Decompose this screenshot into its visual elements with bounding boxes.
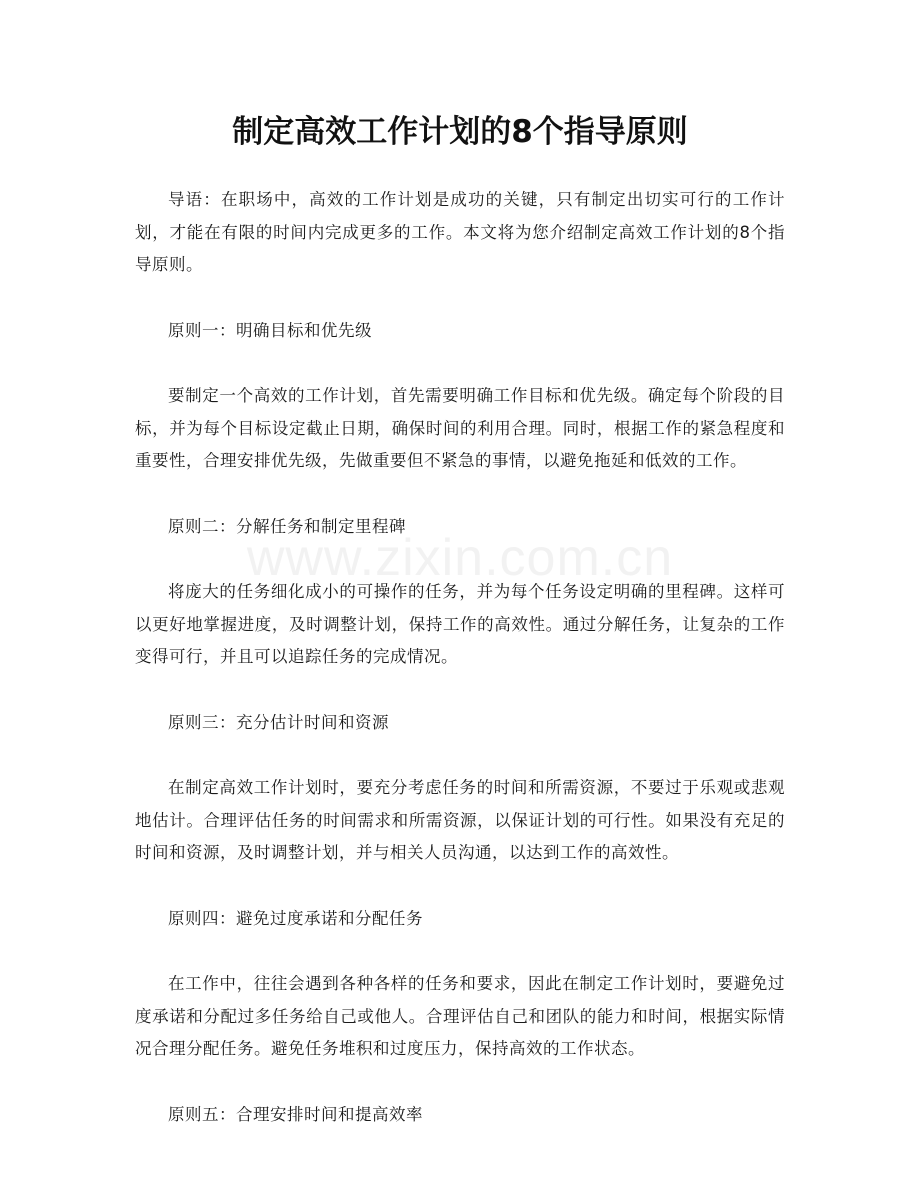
section-body-2: 将庞大的任务细化成小的可操作的任务，并为每个任务设定明确的里程碑。这样可以更好地掌握进度，及时调整计划，保持工作的高效性。通过分解任务，让复杂的工作变得可行，并且可以追踪任务的完成情况。	[135, 582, 785, 666]
document-body	[135, 184, 785, 1131]
section-heading-2: 原则二：分解任务和制定里程碑	[168, 516, 406, 536]
section-body-1: 要制定一个高效的工作计划，首先需要明确工作目标和优先级。确定每个阶段的目标，并为每个目标设定截止日期，确保时间的利用合理。同时，根据工作的紧急程度和重要性，合理安排优先级，先做重要但不紧急的事情，以避免拖延和低效的工作。	[135, 386, 785, 470]
section-heading-3: 原则三：充分估计时间和资源	[168, 712, 389, 732]
section-heading-4: 原则四：避免过度承诺和分配任务	[168, 908, 423, 928]
intro-paragraph: 导语：在职场中，高效的工作计划是成功的关键，只有制定出切实可行的工作计划，才能在有限的时间内完成更多的工作。本文将为您介绍制定高效工作计划的8个指导原则。	[135, 190, 785, 274]
document-title: 制定高效工作计划的8个指导原则	[232, 114, 688, 150]
section-heading-1: 原则一：明确目标和优先级	[168, 320, 372, 340]
section-heading-5: 原则五：合理安排时间和提高效率	[168, 1104, 423, 1124]
section-body-4: 在工作中，往往会遇到各种各样的任务和要求，因此在制定工作计划时，要避免过度承诺和分配过多任务给自己或他人。合理评估自己和团队的能力和时间，根据实际情况合理分配任务。避免任务堆积和过度压力，保持高效的工作状态。	[135, 974, 785, 1058]
watermark: www.zixin.com.cn	[246, 529, 674, 587]
section-body-3: 在制定高效工作计划时，要充分考虑任务的时间和所需资源，不要过于乐观或悲观地估计。合理评估任务的时间需求和所需资源，以保证计划的可行性。如果没有充足的时间和资源，及时调整计划，并与相关人员沟通，以达到工作的高效性。	[135, 778, 785, 862]
